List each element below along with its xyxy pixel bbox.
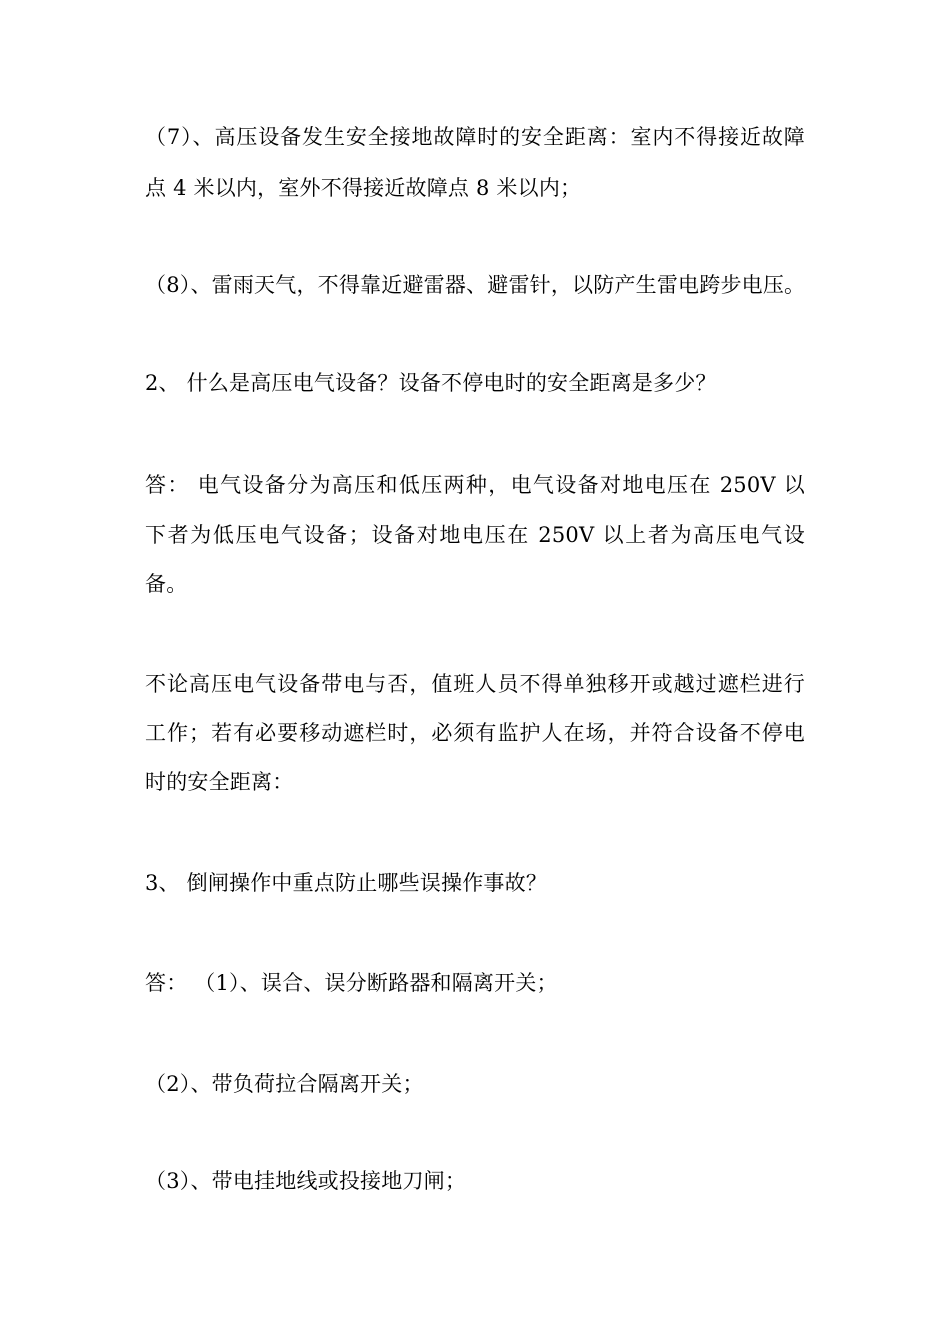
text-line: （3）、带电挂地线或投接地刀闸； (145, 1169, 467, 1193)
text-line: （7）、高压设备发生安全接地故障时的安全距离：室内不得接近故障 (145, 125, 805, 149)
text-line: 不论高压电气设备带电与否，值班人员不得单独移开或越过遮栏进行 (145, 672, 805, 696)
text-line: 答： （1）、误合、误分断路器和隔离开关； (145, 971, 558, 995)
text-line: 工作；若有必要移动遮栏时，必须有监护人在场，并符合设备不停电 (145, 721, 805, 745)
text-line: （2）、带负荷拉合隔离开关； (145, 1072, 424, 1096)
text-line: 点 4 米以内，室外不得接近故障点 8 米以内； (145, 176, 582, 200)
text-line: 时的安全距离： (145, 770, 294, 794)
text-line: 备。 (145, 572, 188, 596)
text-line: （8）、雷雨天气，不得靠近避雷器、避雷针，以防产生雷电跨步电压。 (145, 273, 806, 297)
question-heading: 2、 什么是高压电气设备？设备不停电时的安全距离是多少？ (145, 371, 717, 395)
text-line: 答： 电气设备分为高压和低压两种，电气设备对地电压在 250V 以 (145, 473, 805, 497)
text-line: 下者为低压电气设备；设备对地电压在 250V 以上者为高压电气设 (145, 523, 805, 547)
question-heading: 3、 倒闸操作中重点防止哪些误操作事故？ (145, 871, 548, 895)
